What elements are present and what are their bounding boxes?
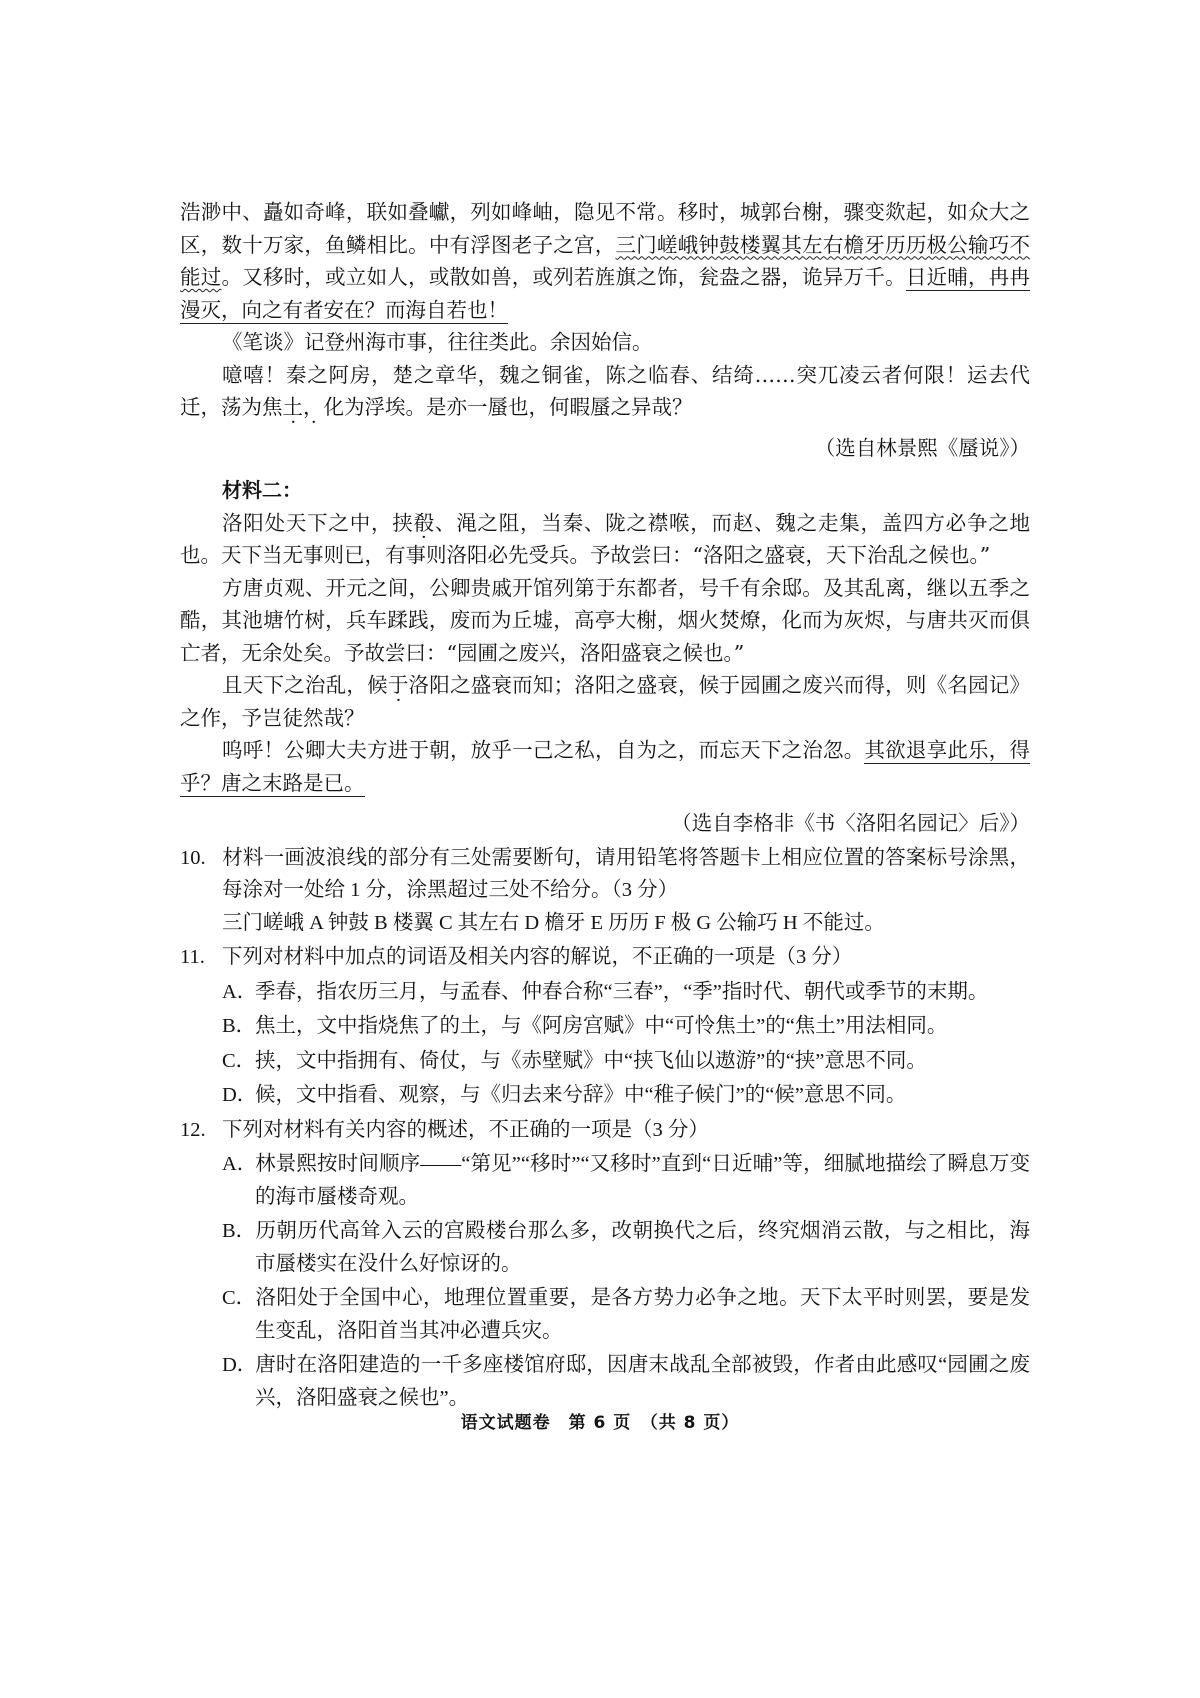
passage2-paragraph2: 方唐贞观、开元之间，公卿贵戚开馆列第于东都者，号千有余邸。及其乱离，继以五季之酷，其池塘竹树，兵车蹂践，废而为丘墟，高亭大榭，烟火焚燎，化而为灰烬，与唐共灭而俱亡者，无余处矣。予故尝曰：“园圃之废兴，洛阳盛衰之候也。” [180,575,1030,665]
passage2-paragraph3 [180,669,1030,734]
material-two-heading: 材料二： [222,478,302,502]
question-12-stem [180,1114,1030,1147]
question-text: 材料一画波浪线的部分有三处需要断句，请用铅笔将答题卡上相应位置的答案标号涂黑，每涂对一处给 1 分，涂黑超过三处不给分。（3 分） [222,846,1030,901]
question-text: 下列对材料有关内容的概述，不正确的一项是（3 分） [222,1118,709,1141]
question-12 [180,1114,1030,1415]
passage1-text-a: 浩渺中、矗如奇峰，联如叠巘，列如峰岫，隐见不常。移时，城郭台榭，骤变欻起，如众大之区，数十万家，鱼鳞相比。中有浮图老子之宫， [180,200,1030,257]
underlined-sentence: 日近晡，冉冉漫灭，向之有者安在？而海自若也！ [180,265,1031,322]
page-content [180,196,1030,1414]
passage1-paragraph1 [180,196,1030,326]
option-text: 候，文中指看、观察，与《归去来兮辞》中“稚子候门”的“候”意思不同。 [255,1084,907,1106]
option-a [180,976,1030,1009]
passage1-paragraph2: 《笔谈》记登州海市事，往往类此。余因始信。 [222,330,653,354]
wavy-underlined-text: 三门嵯峨钟鼓楼翼其左右檐牙历历极公输巧不能过 [180,232,1031,289]
option-text: 焦土，文中指烧焦了的土，与《阿房宫赋》中“可怜焦土”的“焦土”用法相同。 [255,1015,948,1037]
passage2-source: （选自李格非《书〈洛阳名园记〉后》） [671,811,1030,835]
passage1-source: （选自林景熙《蜃说》） [814,435,1030,460]
passage1-p3-text-a: 噫嘻！秦之阿房，楚之章华，魏之铜雀，陈之临春、结绮……突兀凌云者何限！运去代迁，荡为 [180,362,1030,419]
passage2-p3-text-a: 且天下之治乱， [222,673,368,697]
option-label: A． [222,980,258,1003]
option-b [180,1010,1030,1043]
option-c [180,1282,1030,1347]
option-text: 洛阳处于全国中心，地理位置重要，是各方势力必争之地。天下太平时则罢，要是发生变乱，洛阳首当其冲必遭兵灾。 [255,1287,1030,1342]
passage2-p4-text-a: 呜呼！公卿大夫方进于朝，放乎一己之私，自为之，而忘天下之治忽。 [222,738,865,762]
passage1-paragraph3 [180,359,1030,424]
question-10 [180,842,1030,940]
passage1-p3-text-b: ，化为浮埃。是亦一蜃也，何暇蜃之异哉？ [303,395,693,419]
option-d [180,1079,1030,1112]
question-number: 10. [180,846,206,869]
underlined-sentence-2: 其欲退享此乐，得乎？唐之末路是已。 [180,738,1031,795]
option-label: A． [222,1153,258,1175]
option-label: D． [222,1354,258,1376]
dotted-char-jiao: 焦 [262,395,283,419]
question-text: 下列对材料中加点的词语及相关内容的解说，不正确的一项是（3 分） [222,946,853,968]
option-text: 唐时在洛阳建造的一千多座楼馆府邸，因唐末战乱全部被毁，作者由此感叹“园圃之废兴，洛阳盛衰之候也”。 [255,1354,1030,1409]
passage2-paragraph1 [180,507,1030,572]
question-10-segment-line: 三门嵯峨 A 钟鼓 B 楼翼 C 其左右 D 檐牙 E 历历 F 极 G 公输巧 H 不能过。 [222,911,885,934]
question-number: 11. [180,946,205,968]
question-10-stem [180,842,1030,907]
passage2-p3-text-b: 于洛阳之盛衰而知；洛阳之盛衰，候于园圃之废兴而得，则《名园记》之作，予岂徒然哉？ [180,673,1031,730]
question-number: 12. [180,1118,206,1141]
dotted-char-hou: 候 [367,673,388,697]
question-11-stem [180,941,1030,974]
option-label: B． [222,1015,257,1037]
option-b [180,1215,1030,1280]
option-c [180,1045,1030,1078]
option-text: 季春，指农历三月，与孟春、仲春合称“三春”，“季”指时代、朝代或季节的末期。 [255,980,989,1003]
option-a [180,1148,1030,1213]
passage2-p1-text-b: 殽、渑之阻，当秦、陇之襟喉，而赵、魏之走集，盖四方必争之地也。天下当无事则已，有事则洛阳必先受兵。予故尝曰：“洛阳之盛衰，天下治乱之候也。” [180,510,1031,567]
question-11 [180,941,1030,1112]
passage1-text-b: 。又移时，或立如人，或散如兽，或列若旌旗之饰，瓮盎之器，诡异万千。 [221,265,906,289]
option-label: B． [222,1220,257,1242]
dotted-char-xie: 挟 [392,510,414,535]
option-text: 挟，文中指拥有、倚仗，与《赤壁赋》中“挟飞仙以遨游”的“挟”意思不同。 [255,1049,927,1072]
option-label: C． [222,1287,257,1309]
dotted-char-tu: 土 [282,395,303,419]
passage2-paragraph4 [180,734,1030,799]
option-text: 历朝历代高耸入云的宫殿楼台那么多，改朝换代之后，终究烟消云散，与之相比，海市蜃楼实在没什么好惊讶的。 [255,1220,1030,1275]
option-label: C． [222,1049,257,1072]
page-footer: 语文试题卷 第 6 页 （共 8 页） [460,1413,740,1433]
option-label: D． [222,1084,258,1106]
option-d [180,1349,1030,1414]
option-text: 林景熙按时间顺序——“第见”“移时”“又移时”直到“日近晡”等，细腻地描绘了瞬息万变的海市蜃楼奇观。 [255,1153,1030,1208]
passage2-p1-text-a: 洛阳处天下之中， [222,510,393,535]
